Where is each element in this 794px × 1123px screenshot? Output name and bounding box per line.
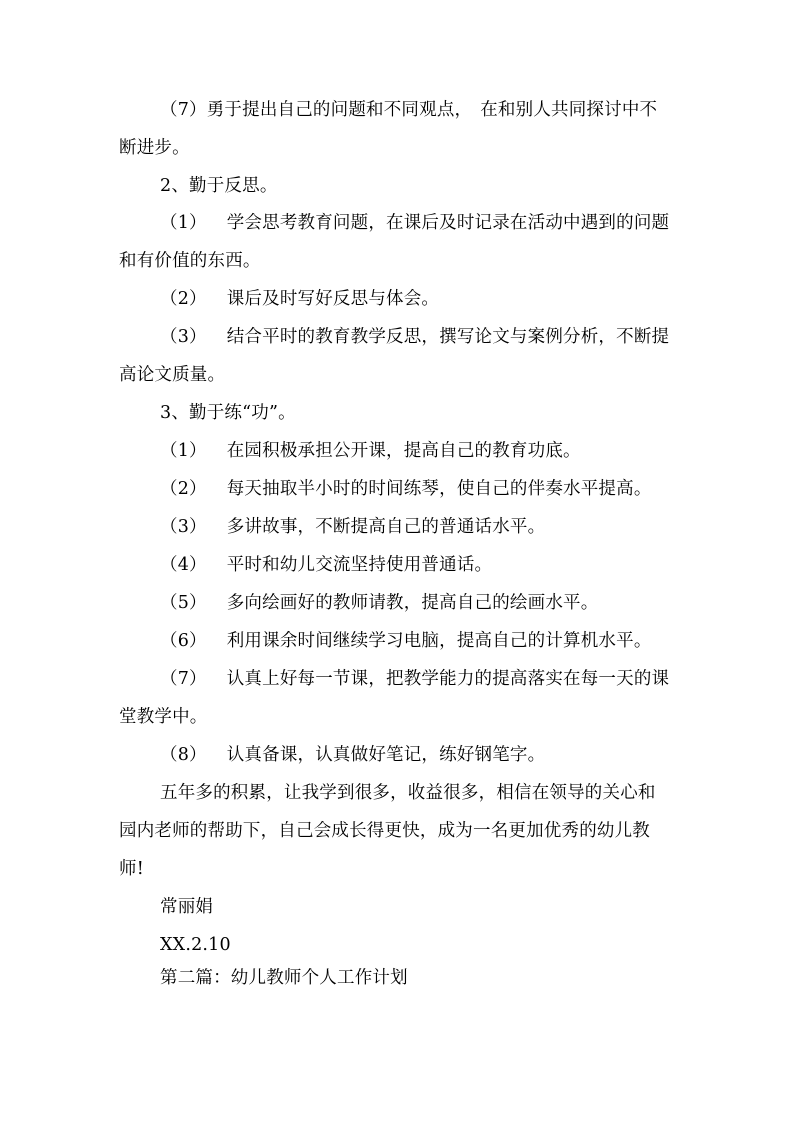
practice-item-6-text: 利用课余时间继续学习电脑，提高自己的计算机水平。 xyxy=(226,631,652,651)
section-heading-practice: 3、勤于练“功”。 xyxy=(160,403,296,423)
practice-item-7-line-2: 堂教学中。 xyxy=(119,707,208,727)
signature-name: 常丽娟 xyxy=(160,897,214,917)
item-7-text-part-1: （7）勇于提出自己的问题和不同观点， xyxy=(160,100,473,120)
item-7-text-part-2: 在和别人共同探讨中不 xyxy=(480,100,658,120)
reflection-item-1-line-1 xyxy=(160,211,669,235)
practice-item-5-text: 多向绘画好的教师请教，提高自己的绘画水平。 xyxy=(226,593,599,613)
section-heading-reflection: 2、勤于反思。 xyxy=(160,176,278,196)
next-chapter-title: 第二篇：幼儿教师个人工作计划 xyxy=(160,968,408,988)
practice-item-3 xyxy=(160,515,545,539)
practice-item-4 xyxy=(160,553,492,577)
practice-item-1-number: （1） xyxy=(160,441,207,461)
conclusion-line-1: 五年多的积累，让我学到很多，收益很多，相信在领导的关心和 xyxy=(160,783,656,803)
practice-item-4-text: 平时和幼儿交流坚持使用普通话。 xyxy=(226,555,493,575)
reflection-item-3-text: 结合平时的教育教学反思，撰写论文与案例分析，不断提 xyxy=(226,327,670,347)
practice-item-7-line-1 xyxy=(160,667,669,691)
practice-item-2-text: 每天抽取半小时的时间练琴，使自己的伴奏水平提高。 xyxy=(226,479,652,499)
item-7-line-1 xyxy=(160,98,657,122)
reflection-item-1-text: 学会思考教育问题，在课后及时记录在活动中遇到的问题 xyxy=(226,213,670,233)
practice-item-1-text: 在园积极承担公开课，提高自己的教育功底。 xyxy=(226,441,581,461)
conclusion-line-3: 师! xyxy=(119,859,144,879)
practice-item-8-number: （8） xyxy=(160,745,207,765)
practice-item-5 xyxy=(160,591,598,615)
practice-item-4-number: （4） xyxy=(160,555,207,575)
conclusion-line-2: 园内老师的帮助下，自己会成长得更快，成为一名更加优秀的幼儿教 xyxy=(119,821,650,841)
practice-item-6-number: （6） xyxy=(160,631,207,651)
practice-item-5-number: （5） xyxy=(160,593,207,613)
reflection-item-3-line-1 xyxy=(160,325,669,349)
practice-item-2-number: （2） xyxy=(160,479,207,499)
item-7-line-2: 断进步。 xyxy=(119,138,190,158)
reflection-item-3-line-2: 高论文质量。 xyxy=(119,365,226,385)
practice-item-2 xyxy=(160,477,652,501)
practice-item-7-number: （7） xyxy=(160,669,207,689)
practice-item-8-text: 认真备课，认真做好笔记，练好钢笔字。 xyxy=(226,745,546,765)
reflection-item-2 xyxy=(160,287,439,311)
reflection-item-2-text: 课后及时写好反思与体会。 xyxy=(226,289,440,309)
reflection-item-1-number: （1） xyxy=(160,213,207,233)
practice-item-6 xyxy=(160,629,652,653)
reflection-item-1-line-2: 和有价值的东西。 xyxy=(119,251,261,271)
practice-item-3-text: 多讲故事，不断提高自己的普通话水平。 xyxy=(226,517,546,537)
practice-item-3-number: （3） xyxy=(160,517,207,537)
practice-item-7-text: 认真上好每一节课，把教学能力的提高落实在每一天的课 xyxy=(226,669,670,689)
reflection-item-2-number: （2） xyxy=(160,289,207,309)
signature-date: XX.2.10 xyxy=(160,935,231,955)
reflection-item-3-number: （3） xyxy=(160,327,207,347)
practice-item-1 xyxy=(160,439,581,463)
practice-item-8 xyxy=(160,743,545,767)
